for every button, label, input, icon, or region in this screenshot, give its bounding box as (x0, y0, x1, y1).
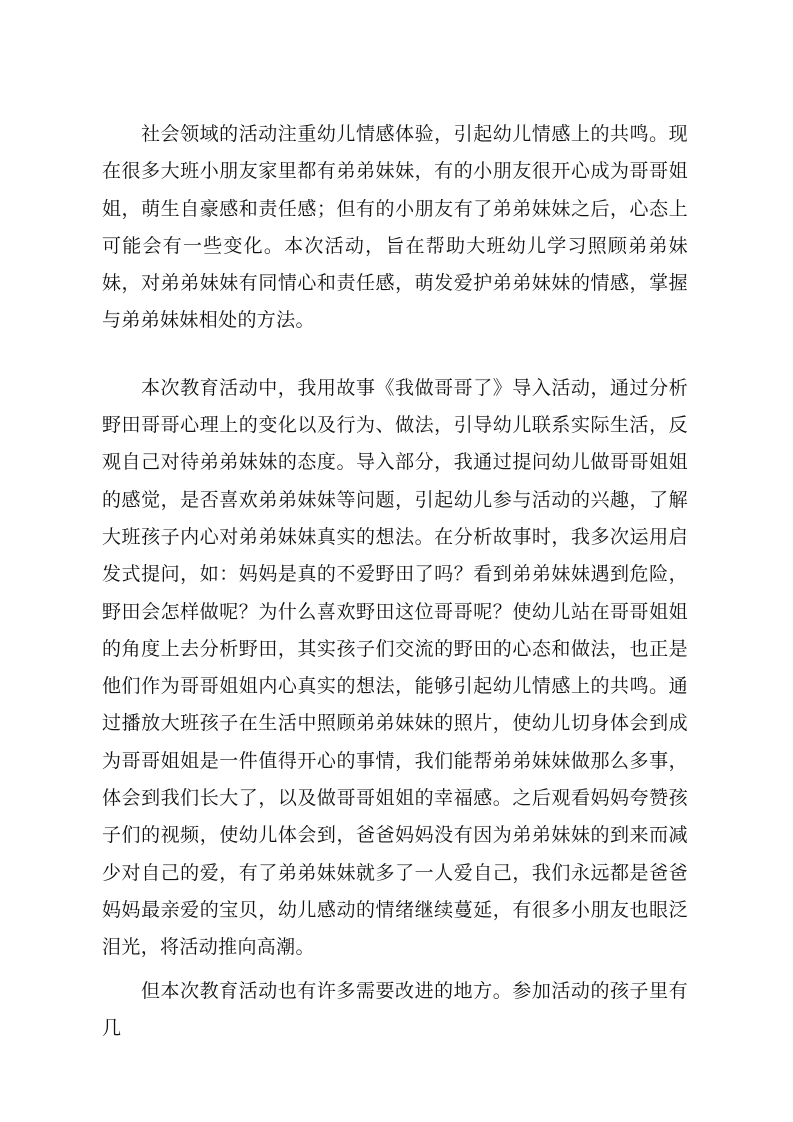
paragraph-intro: 社会领域的活动注重幼儿情感体验，引起幼儿情感上的共鸣。现在很多大班小朋友家里都有弟弟妹妹，有的小朋友很开心成为哥哥姐姐，萌生自豪感和责任感；但有的小朋友有了弟弟妹妹之后，心态上可能会有一些变化。本次活动，旨在帮助大班幼儿学习照顾弟弟妹妹，对弟弟妹妹有同情心和责任感，萌发爱护弟弟妹妹的情感，掌握与弟弟妹妹相处的方法。 (102, 123, 688, 332)
paragraph-activity-analysis: 本次教育活动中，我用故事《我做哥哥了》导入活动，通过分析野田哥哥心理上的变化以及行为、做法，引导幼儿联系实际生活，反观自己对待弟弟妹妹的态度。导入部分，我通过提问幼儿做哥哥姐姐的感觉，是否喜欢弟弟妹妹等问题，引起幼儿参与活动的兴趣，了解大班孩子内心对弟弟妹妹真实的想法。在分析故事时，我多次运用启发式提问，如：妈妈是真的不爱野田了吗？看到弟弟妹妹遇到危险，野田会怎样做呢？为什么喜欢野田这位哥哥呢？使幼儿站在哥哥姐姐的角度上去分析野田，其实孩子们交流的野田的心态和做法，也正是他们作为哥哥姐姐内心真实的想法，能够引起幼儿情感上的共鸣。通过播放大班孩子在生活中照顾弟弟妹妹的照片，使幼儿切身体会到成为哥哥姐姐是一件值得开心的事情，我们能帮弟弟妹妹做那么多事，体会到我们长大了，以及做哥哥姐姐的幸福感。之后观看妈妈夸赞孩子们的视频，使幼儿体会到，爸爸妈妈没有因为弟弟妹妹的到来而减少对自己的爱，有了弟弟妹妹就多了一人爱自己，我们永远都是爸爸妈妈最亲爱的宝贝，幼儿感动的情绪继续蔓延，有很多小朋友也眼泛泪光，将活动推向高潮。 (102, 376, 688, 959)
paragraph-improvements: 但本次教育活动也有许多需要改进的地方。参加活动的孩子里有几 (102, 979, 688, 1039)
document-body (102, 116, 688, 1047)
